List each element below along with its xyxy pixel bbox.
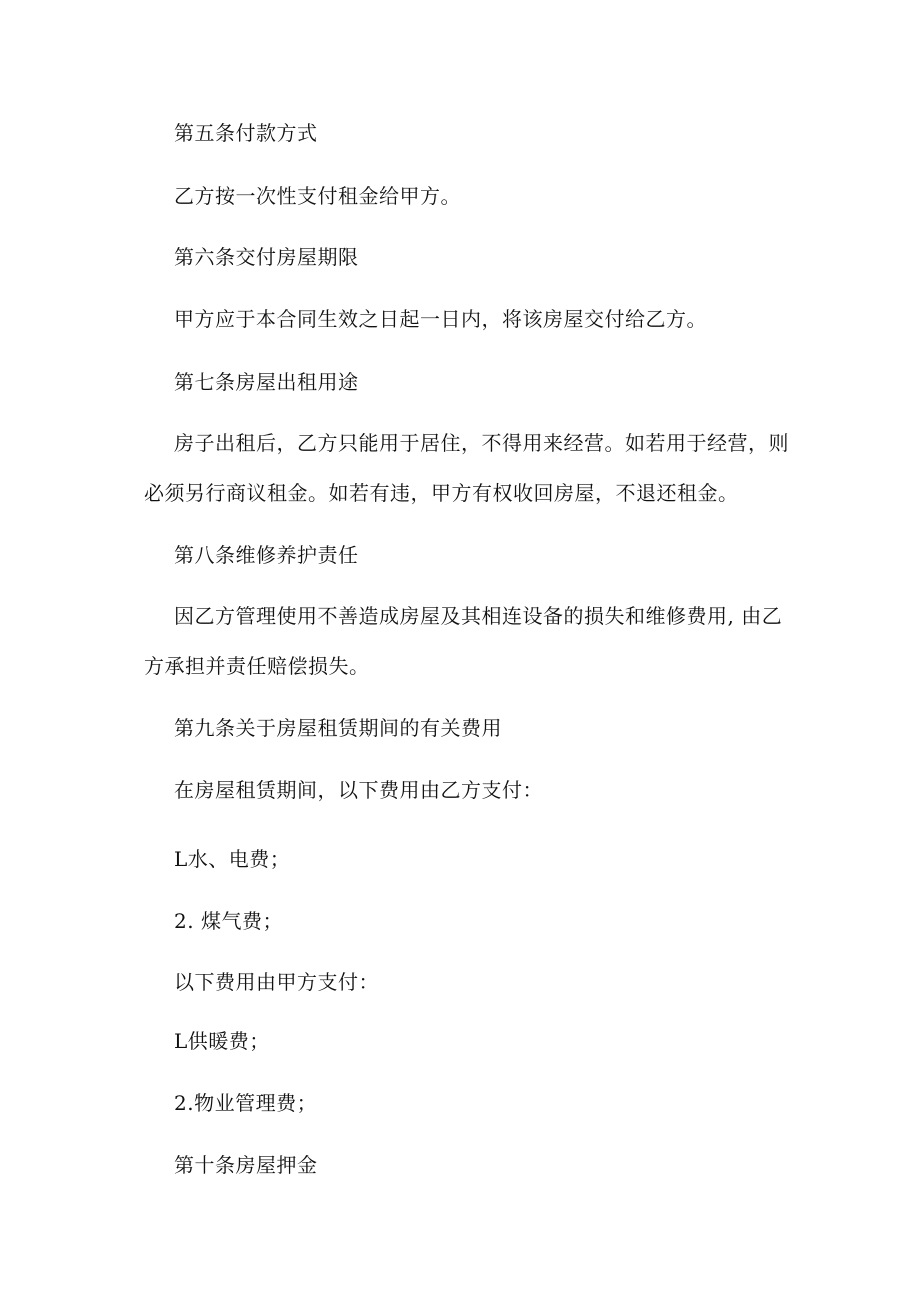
article-6-body: 甲方应于本合同生效之日起一日内，将该房屋交付给乙方。 [174, 307, 707, 331]
article-7-body-line-1: 房子出租后，乙方只能用于居住，不得用来经营。如若用于经营，则 [174, 431, 789, 455]
article-10-heading: 第十条房屋押金 [174, 1153, 318, 1177]
landlord-fee-item-2: 2.物业管理费； [174, 1091, 318, 1115]
article-8-body-line-1: 因乙方管理使用不善造成房屋及其相连设备的损失和维修费用, 由乙 [174, 604, 783, 628]
article-7-body-line-2: 必须另行商议租金。如若有违，甲方有权收回房屋，不退还租金。 [144, 481, 739, 505]
landlord-fee-item-1: L供暖费； [174, 1029, 270, 1053]
article-8-body-line-2: 方承担并责任赔偿损失。 [144, 654, 370, 678]
article-5-heading: 第五条付款方式 [174, 121, 318, 145]
article-9-heading: 第九条关于房屋租赁期间的有关费用 [174, 716, 502, 740]
tenant-fee-item-2: 2. 煤气费； [174, 909, 283, 933]
landlord-fee-intro: 以下费用由甲方支付： [174, 970, 379, 994]
tenant-fee-item-1: L水、电费； [174, 847, 291, 871]
article-9-intro: 在房屋租赁期间，以下费用由乙方支付： [174, 778, 543, 802]
article-8-heading: 第八条维修养护责任 [174, 543, 359, 567]
article-6-heading: 第六条交付房屋期限 [174, 245, 359, 269]
article-7-heading: 第七条房屋出租用途 [174, 370, 359, 394]
article-5-body: 乙方按一次性支付租金给甲方。 [174, 184, 461, 208]
